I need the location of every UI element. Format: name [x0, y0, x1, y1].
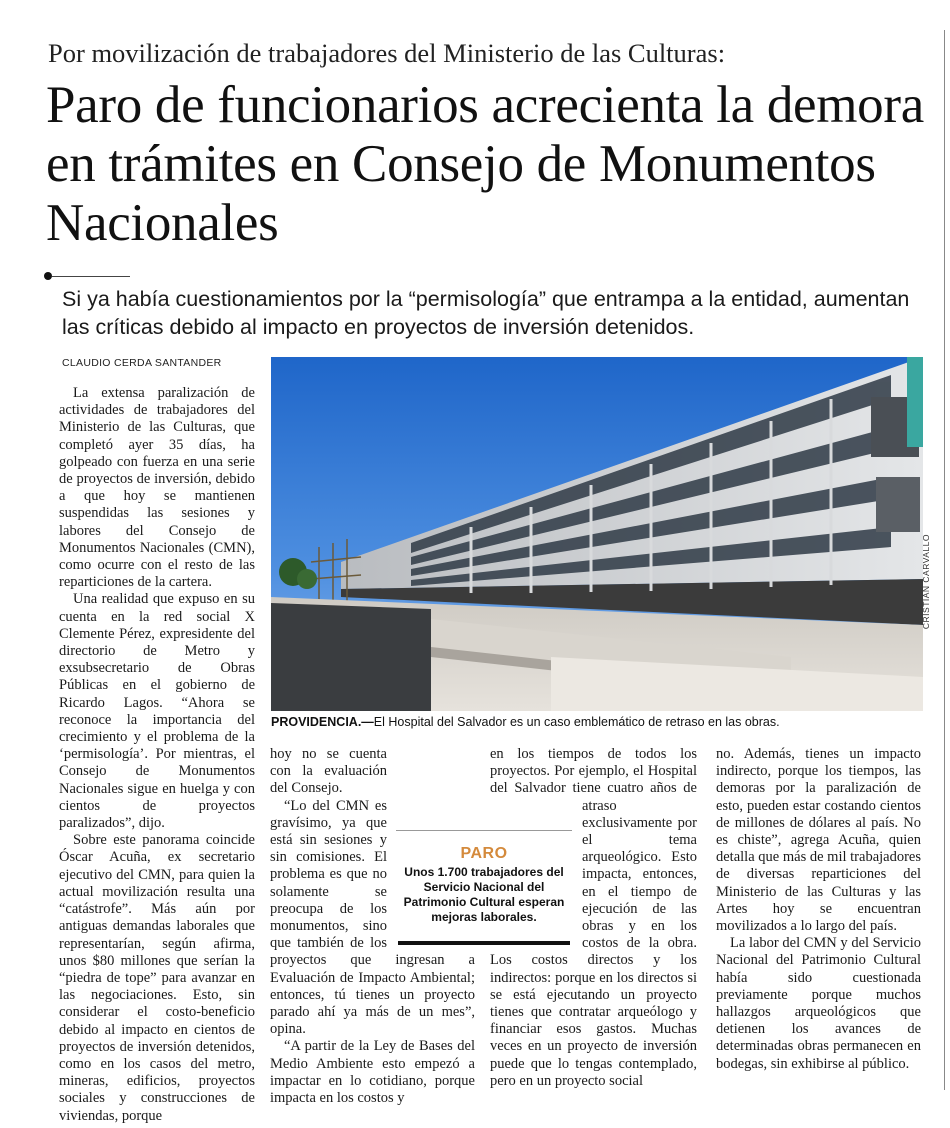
photo-caption	[271, 715, 923, 729]
decorative-rule-line	[52, 276, 130, 277]
article-column-4	[716, 746, 921, 1073]
caption-lead: PROVIDENCIA.—	[271, 715, 374, 729]
article-headline: Paro de funcionarios acrecienta la demora en trámites en Consejo de Monumentos Nacionales	[46, 76, 924, 252]
paragraph: La labor del CMN y del Servicio Nacional del Patrimonio Cultural había sido cuestionada previamente porque muchos hallazgos arqueológicos que detienen los avances de determinadas obras permanecen en bodegas, sin exhibirse al público.	[716, 935, 921, 1072]
paragraph: Sobre este panorama coincide Óscar Acuña, ex secretario ejecutivo del CMN, para quien la actual movilización resulta una “catástrofe”. Más aún por antiguas demandas laborales que representarían, según afirma, unos $80 millones que serían la “piedra de tope” para avanzar en las negociaciones. Esto, sin considerar el costo-beneficio debido al impacto en cientos de proyectos de inversión detenidos, como en los casos del metro, mineras, edificios, proyectos sociales y construcciones de viviendas, porque	[59, 832, 255, 1124]
article-kicker: Por movilización de trabajadores del Ministerio de las Culturas:	[48, 38, 726, 68]
paragraph: La extensa paralización de actividades de trabajadores del Ministerio de las Culturas, que completó ayer 35 días, ha golpeado con fuerza en una serie de proyectos de inversión, debido a que hoy se mantienen suspendidas las sesiones y labores del Consejo de Monumentos Nacionales (CMN), como ocurre con el resto de las reparticiones de la cartera.	[59, 385, 255, 591]
page-edge-rule	[944, 30, 945, 1090]
pull-quote-title: PARO	[460, 845, 508, 862]
decorative-rule-dot	[44, 272, 52, 280]
article-byline: CLAUDIO CERDA SANTANDER	[62, 357, 222, 369]
paragraph: hoy no se cuenta con la evaluación del Consejo.	[270, 746, 387, 797]
article-column-1	[59, 385, 255, 1125]
paragraph: en los tiempos de todos los proyectos. Por ejemplo, el Hospital del Salvador tiene cuatro años de atraso exclusivamente por el tema arqueológico. Esto impacta, entonces, en el tiempo de ejecución de las obras y en los costos de la obra. Los costos directos y los indirectos: porque en los directos si se está ejecutando un proyecto tienes que contratar arqueólogo y financiar esos gastos. Muchas veces en un proyecto de inversión puede que lo tengas contemplado, pero en un proyecto social	[490, 746, 697, 1089]
paragraph: “Lo del CMN es gravísimo, ya que está sin sesiones y sin comisiones. El problema es que no solamente se preocupa de los monumentos, sino que también de los proyectos que ingresan a Evaluación de Impacto Ambiental; entonces, tú tienes un proyecto parado ahí ya más de un mes”, opina.	[270, 797, 475, 1038]
article-photo-hospital	[271, 357, 923, 711]
caption-text: El Hospital del Salvador es un caso emblemático de retraso en las obras.	[373, 715, 780, 729]
article-deck: Si ya había cuestionamientos por la “permisología” que entrampa a la entidad, aumentan las críticas debido al impacto en proyectos de inversión detenidos.	[62, 287, 910, 339]
paragraph: no. Además, tienes un impacto indirecto, porque los tiempos, las demoras por la paralización de esto, pueden estar costando cientos de millones de dólares al país. No es chiste”, agrega Acuña, quien detalla que más de mil trabajadores de diversas reparticiones del Ministerio de las Culturas y las Artes hoy se encuentran movilizados a lo largo del país.	[716, 746, 921, 935]
paragraph: Una realidad que expuso en su cuenta en la red social X Clemente Pérez, expresidente del directorio de Metro y exsubsecretario de Obras Públicas en el gobierno de Ricardo Lagos. “Ahora se reconoce la importancia del crecimiento y el problema de la ‘permisología’. Por mientras, el Consejo de Monumentos Nacionales sigue en huelga y con cientos de proyectos paralizados”, dijo.	[59, 591, 255, 832]
photo-credit: CRISTIAN CARVALLO	[921, 534, 931, 630]
pull-quote-box	[396, 830, 572, 945]
paragraph: “A partir de la Ley de Bases del Medio Ambiente esto empezó a impactar en lo cotidiano, porque impacta en los costos y	[270, 1038, 475, 1107]
pull-quote-rule	[398, 941, 570, 945]
pull-quote-text: Unos 1.700 trabajadores del Servicio Nacional del Patrimonio Cultural esperan mejoras laborales.	[403, 865, 565, 924]
